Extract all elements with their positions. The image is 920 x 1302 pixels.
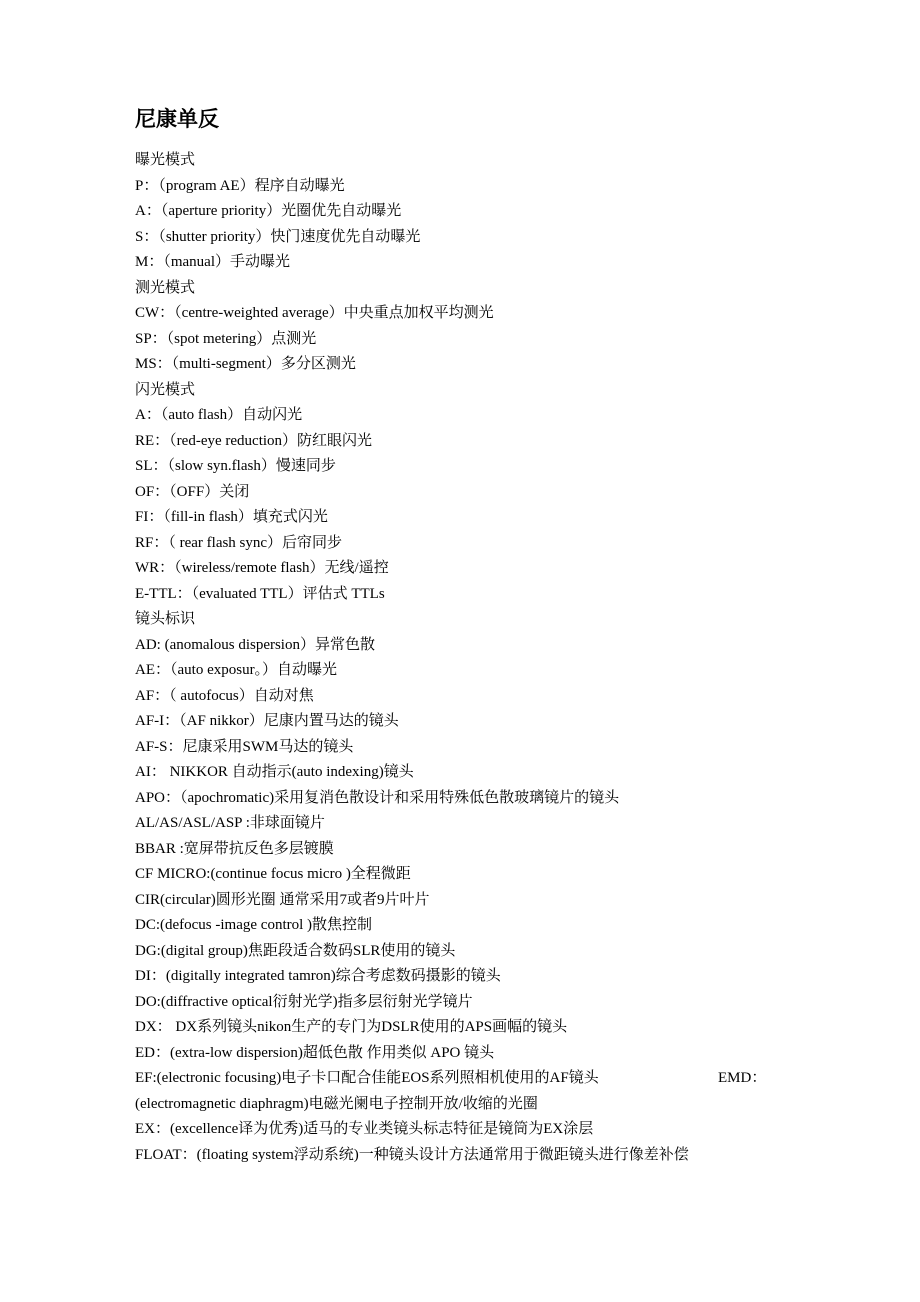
text-line: (electromagnetic diaphragm)电磁光阑电子控制开放/收缩的光圈 [135, 1095, 538, 1112]
text-line: FLOAT：(floating system浮动系统)一种镜头设计方法通常用于微距镜头进行像差补偿 [135, 1146, 689, 1163]
text-line: RE：（red-eye reduction）防红眼闪光 [135, 432, 373, 449]
text-line: DX： DX系列镜头nikon生产的专门为DSLR使用的APS画幅的镜头 [135, 1019, 568, 1035]
section-heading-exposure-modes: 曝光模式 [135, 152, 196, 168]
text-line: ED：(extra-low dispersion)超低色散 作用类似 APO 镜头 [135, 1044, 495, 1061]
text-line: AL/AS/ASL/ASP :非球面镜片 [135, 815, 325, 831]
text-line: APO：（apochromatic)采用复消色散设计和采用特殊低色散玻璃镜片的镜头 [135, 789, 620, 806]
text-line: S：（shutter priority）快门速度优先自动曝光 [135, 228, 421, 245]
text-line: SP：（spot metering）点测光 [135, 330, 317, 347]
text-line: M：（manual）手动曝光 [135, 254, 290, 270]
text-line: AI： NIKKOR 自动指示(auto indexing)镜头 [135, 764, 414, 780]
text-line: AE：（auto exposur。）自动曝光 [135, 662, 338, 678]
document-body [135, 148, 775, 1168]
text-line: CW：（centre-weighted average）中央重点加权平均测光 [135, 305, 494, 321]
text-line: DO:(diffractive optical衍射光学)指多层衍射光学镜片 [135, 993, 473, 1010]
text-line: DC:(defocus -image control )散焦控制 [135, 917, 373, 933]
text-line-ef-emd [135, 1066, 775, 1092]
text-line: BBAR :宽屏带抗反色多层镀膜 [135, 840, 334, 857]
text-line: CF MICRO:(continue focus micro )全程微距 [135, 866, 411, 882]
text-line: CIR(circular)圆形光圈 通常采用7或者9片叶片 [135, 891, 430, 908]
section-heading-metering-modes: 测光模式 [135, 279, 196, 296]
text-line: AF：（ autofocus）自动对焦 [135, 687, 314, 704]
text-line: P：（program AE）程序自动曝光 [135, 177, 345, 194]
section-heading-lens-markings: 镜头标识 [135, 611, 196, 627]
page-title: 尼康单反 [135, 107, 219, 131]
text-line: AD: (anomalous dispersion）异常色散 [135, 636, 375, 653]
text-line: DG:(digital group)焦距段适合数码SLR使用的镜头 [135, 942, 456, 959]
text-line: E-TTL：（evaluated TTL）评估式 TTLs [135, 585, 385, 602]
text-line: A：（aperture priority）光圈优先自动曝光 [135, 203, 402, 219]
text-line: AF-I：（AF nikkor）尼康内置马达的镜头 [135, 713, 399, 729]
text-line: FI：（fill-in flash）填充式闪光 [135, 509, 328, 525]
section-heading-flash-modes: 闪光模式 [135, 381, 196, 398]
text-line: EX：(excellence译为优秀)适马的专业类镜头标志特征是镜筒为EX涂层 [135, 1121, 594, 1137]
text-line-ef: EF:(electronic focusing)电子卡口配合佳能EOS系列照相机使用的AF镜头 [135, 1070, 599, 1086]
text-line: MS：（multi-segment）多分区测光 [135, 356, 356, 372]
text-line: DI：(digitally integrated tamron)综合考虑数码摄影的镜头 [135, 968, 501, 984]
text-line-emd-label: EMD： [718, 1070, 767, 1086]
text-line: WR：（wireless/remote flash）无线/遥控 [135, 560, 389, 576]
text-line: SL：（slow syn.flash）慢速同步 [135, 458, 336, 474]
text-line: RF：（ rear flash sync）后帘同步 [135, 534, 343, 551]
text-line: AF-S：尼康采用SWM马达的镜头 [135, 738, 354, 755]
text-line: OF：（OFF）关闭 [135, 483, 250, 500]
text-line: A：（auto flash）自动闪光 [135, 407, 303, 423]
